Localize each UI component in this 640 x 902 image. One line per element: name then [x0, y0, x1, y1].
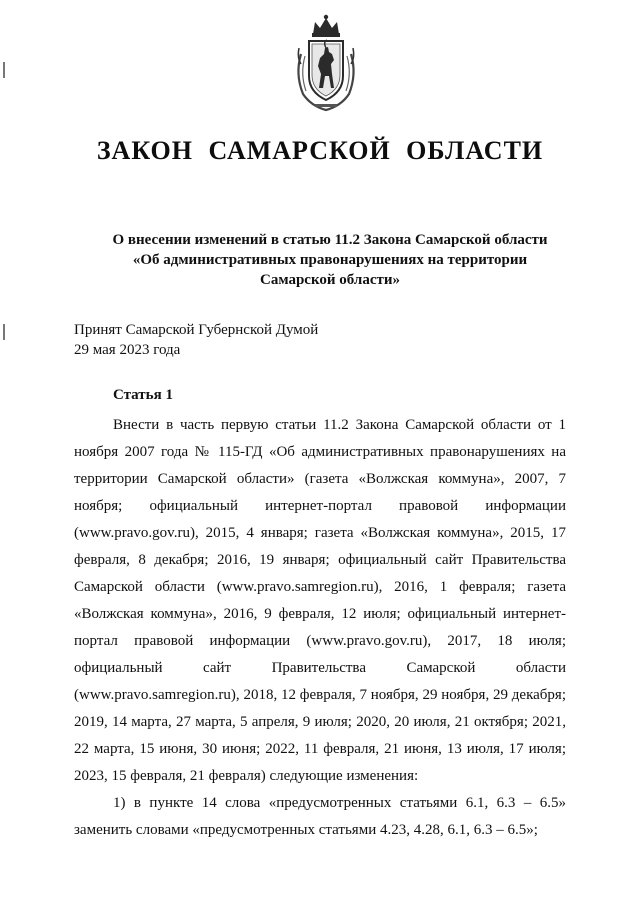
subject-line: «Об административных правонарушениях на территории	[132, 252, 528, 268]
samara-coat-of-arms-icon	[291, 14, 361, 114]
subject-line: О внесении изменений в статью 11.2 Закона Самарской области	[112, 232, 548, 248]
law-title: ЗАКОН САМАРСКОЙ ОБЛАСТИ	[96, 136, 544, 165]
subject-line: Самарской области»	[260, 272, 400, 288]
article-body	[74, 412, 566, 844]
adoption-date: 29 мая 2023 года	[74, 342, 181, 358]
adoption-body: Принят Самарской Губернской Думой	[74, 322, 319, 338]
scan-margin-mark	[3, 324, 5, 340]
law-subject-heading	[80, 230, 580, 290]
article-paragraph: Внести в часть первую статьи 11.2 Закона Самарской области от 1 ноября 2007 года № 115-ГД «Об административных правонарушениях на территории Самарской области» (газета «Волжская коммуна», 2007, 7 ноября; официальный интернет-портал правовой информации (www.pravo.gov.ru), 2015, 4 января; газета «Волжская коммуна», 2015, 17 февраля, 8 декабря; 2016, 19 января; официальный сайт Правительства Самарской области (www.pravo.samregion.ru), 2016, 1 февраля; газета «Волжская коммуна», 2016, 9 февраля, 12 июля; официальный интернет-портал правовой информации (www.pravo.gov.ru), 2017, 18 июля; официальный сайт Правительства Самарской области (www.pravo.samregion.ru), 2018, 12 февраля, 7 ноября, 29 ноября, 29 декабря; 2019, 14 марта, 27 марта, 5 апреля, 9 июля; 2020, 20 июля, 21 октября; 2021, 22 марта, 15 июня, 30 июня; 2022, 11 февраля, 21 июня, 13 июля, 17 июля; 2023, 15 февраля, 21 февраля) следующие изменения:	[74, 417, 566, 784]
article-paragraph: 1) в пункте 14 слова «предусмотренных статьями 6.1, 6.3 – 6.5» заменить словами «предусмотренных статьями 4.23, 4.28, 6.1, 6.3 – 6.5»;	[74, 795, 566, 838]
adoption-note	[74, 320, 318, 360]
article-heading: Статья 1	[113, 387, 173, 403]
scan-margin-mark	[3, 62, 5, 78]
